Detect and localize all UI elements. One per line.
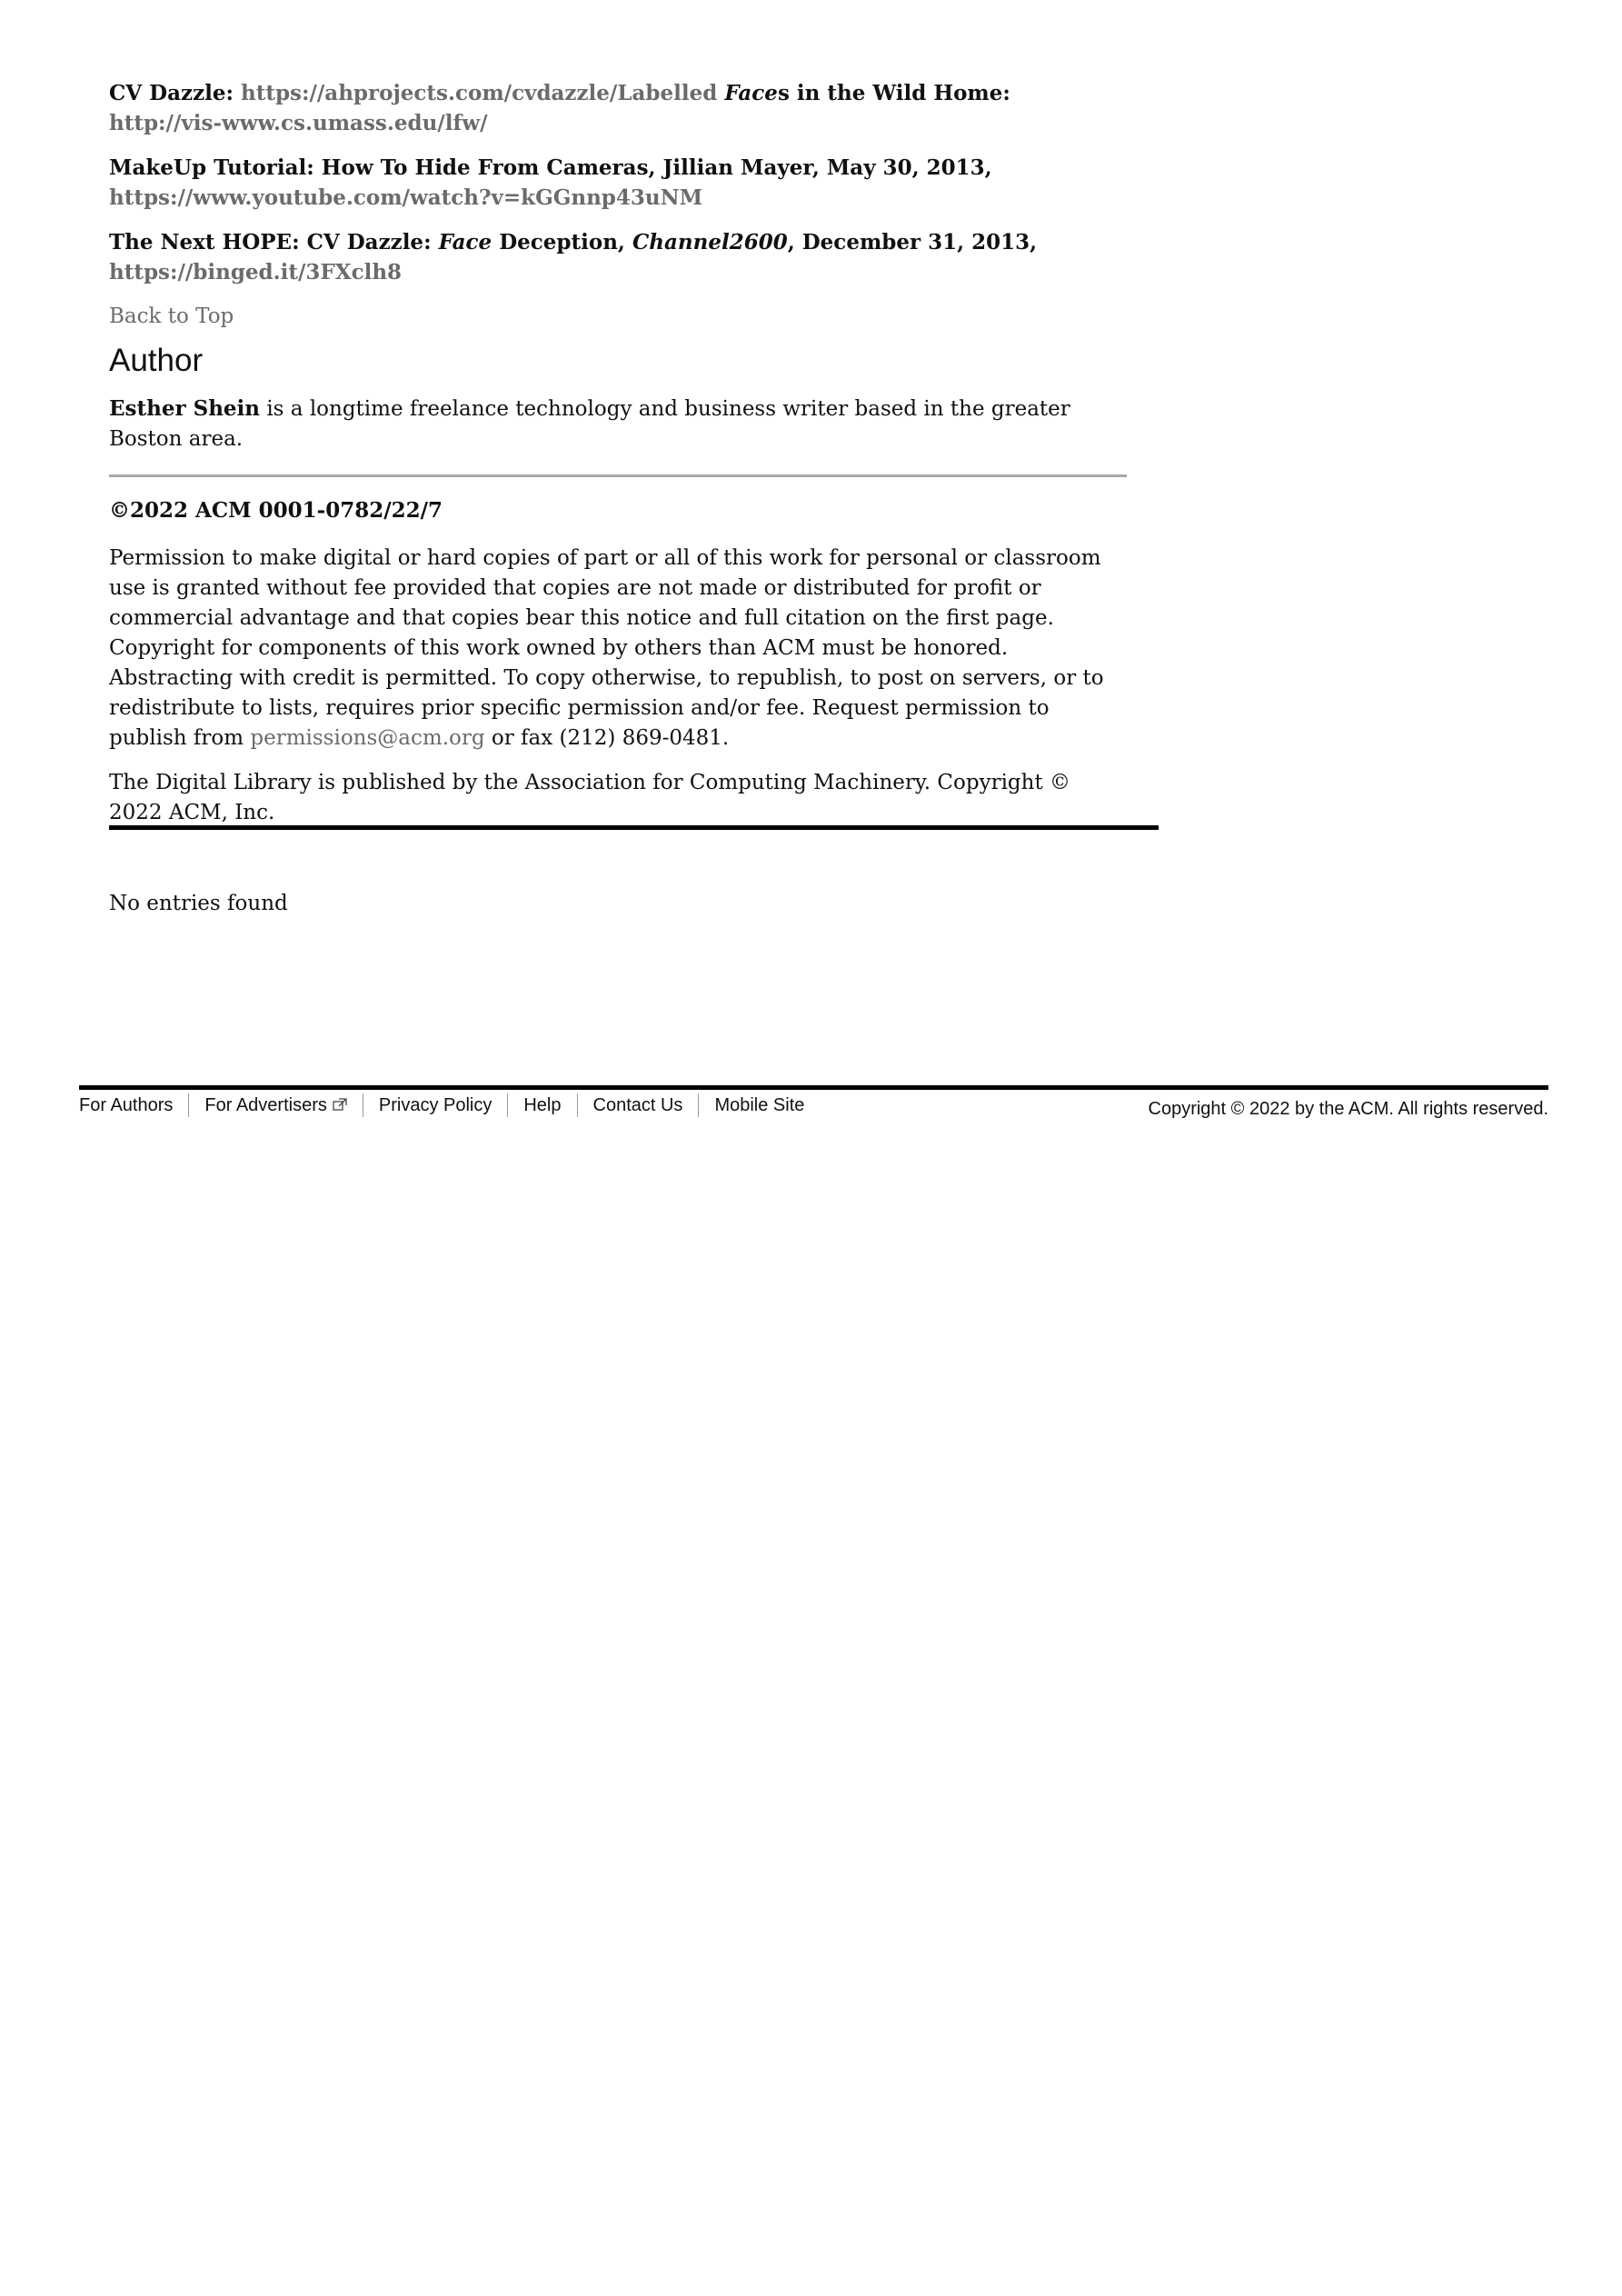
- content-divider: [109, 825, 1159, 830]
- footer-link-privacy-policy[interactable]: [363, 1093, 507, 1117]
- footer-link-contact-us[interactable]: [577, 1093, 699, 1117]
- footer-link-label: Mobile Site: [714, 1095, 805, 1115]
- external-link-icon: [333, 1090, 347, 1121]
- reference-italic-text: Face: [438, 230, 493, 255]
- footer-link-mobile-site[interactable]: [698, 1093, 820, 1117]
- reference-link[interactable]: https://binged.it/3FXclh8: [109, 260, 403, 285]
- author-bio-text: is a longtime freelance technology and business writer based in the greater Boston area.: [109, 397, 1070, 451]
- footer-link-label: Contact Us: [592, 1095, 683, 1115]
- library-note: The Digital Library is published by the Association for Computing Machinery. Copyright © 2022 ACM, Inc.: [109, 771, 1071, 824]
- permission-notice: [109, 544, 1127, 754]
- permissions-email-link[interactable]: permissions@acm.org: [250, 726, 485, 750]
- reference-title: MakeUp Tutorial: How To Hide From Cameras, Jillian Mayer, May 30, 2013,: [109, 155, 992, 180]
- reference-title: s in the Wild Home:: [777, 81, 1010, 105]
- author-bio: [109, 394, 1127, 454]
- no-entries-message: No entries found: [109, 892, 288, 915]
- section-divider: [109, 474, 1127, 477]
- footer-link-label: Privacy Policy: [378, 1095, 493, 1115]
- footer-link-label: Help: [523, 1095, 562, 1115]
- article-tail: [109, 78, 1127, 843]
- site-footer: [79, 1093, 1548, 1124]
- reference-item: [109, 227, 1127, 287]
- permission-text-end: or fax (212) 869-0481.: [484, 726, 730, 750]
- footer-link-label: For Advertisers: [204, 1095, 327, 1115]
- back-to-top-link[interactable]: Back to Top: [109, 304, 234, 328]
- footer-link-for-advertisers[interactable]: [188, 1093, 362, 1117]
- reference-link[interactable]: https://www.youtube.com/watch?v=kGGnnp43uNM: [109, 185, 703, 210]
- reference-link[interactable]: http://vis-www.cs.umass.edu/lfw/: [109, 111, 488, 135]
- reference-title: CV Dazzle:: [109, 81, 241, 105]
- author-heading: Author: [109, 343, 204, 378]
- reference-title: The Next HOPE: CV Dazzle:: [109, 230, 439, 255]
- reference-italic-text: Channel2600: [632, 230, 788, 255]
- reference-title: Deception,: [492, 230, 632, 255]
- reference-link[interactable]: https://ahprojects.com/cvdazzle/Labelled: [241, 81, 725, 105]
- footer-link-label: For Authors: [79, 1095, 174, 1115]
- footer-link-for-authors[interactable]: [79, 1093, 188, 1117]
- reference-title: , December 31, 2013,: [787, 230, 1038, 255]
- footer-links: [79, 1093, 820, 1117]
- reference-italic-text: Face: [724, 81, 778, 105]
- author-name: Esther Shein: [109, 396, 261, 421]
- footer-link-help[interactable]: [507, 1093, 576, 1117]
- footer-copyright: Copyright © 2022 by the ACM. All rights reserved.: [1148, 1099, 1548, 1119]
- permission-text: Permission to make digital or hard copies of part or all of this work for personal or classroom use is granted without fee provided that copies are not made or distributed for profit or commercial advantage and that copies bear this notice and full citation on the first page. Copyright for components of this work owned by others than ACM must be honored. Abstracting with credit is permitted. To copy otherwise, to republish, to post on servers, or to redistribute to lists, requires prior specific permission and/or fee. Request permission to publish from: [109, 546, 1104, 750]
- copyright-heading: ©2022 ACM 0001-0782/22/7: [109, 498, 443, 523]
- reference-item: [109, 153, 1127, 213]
- reference-item: [109, 78, 1127, 138]
